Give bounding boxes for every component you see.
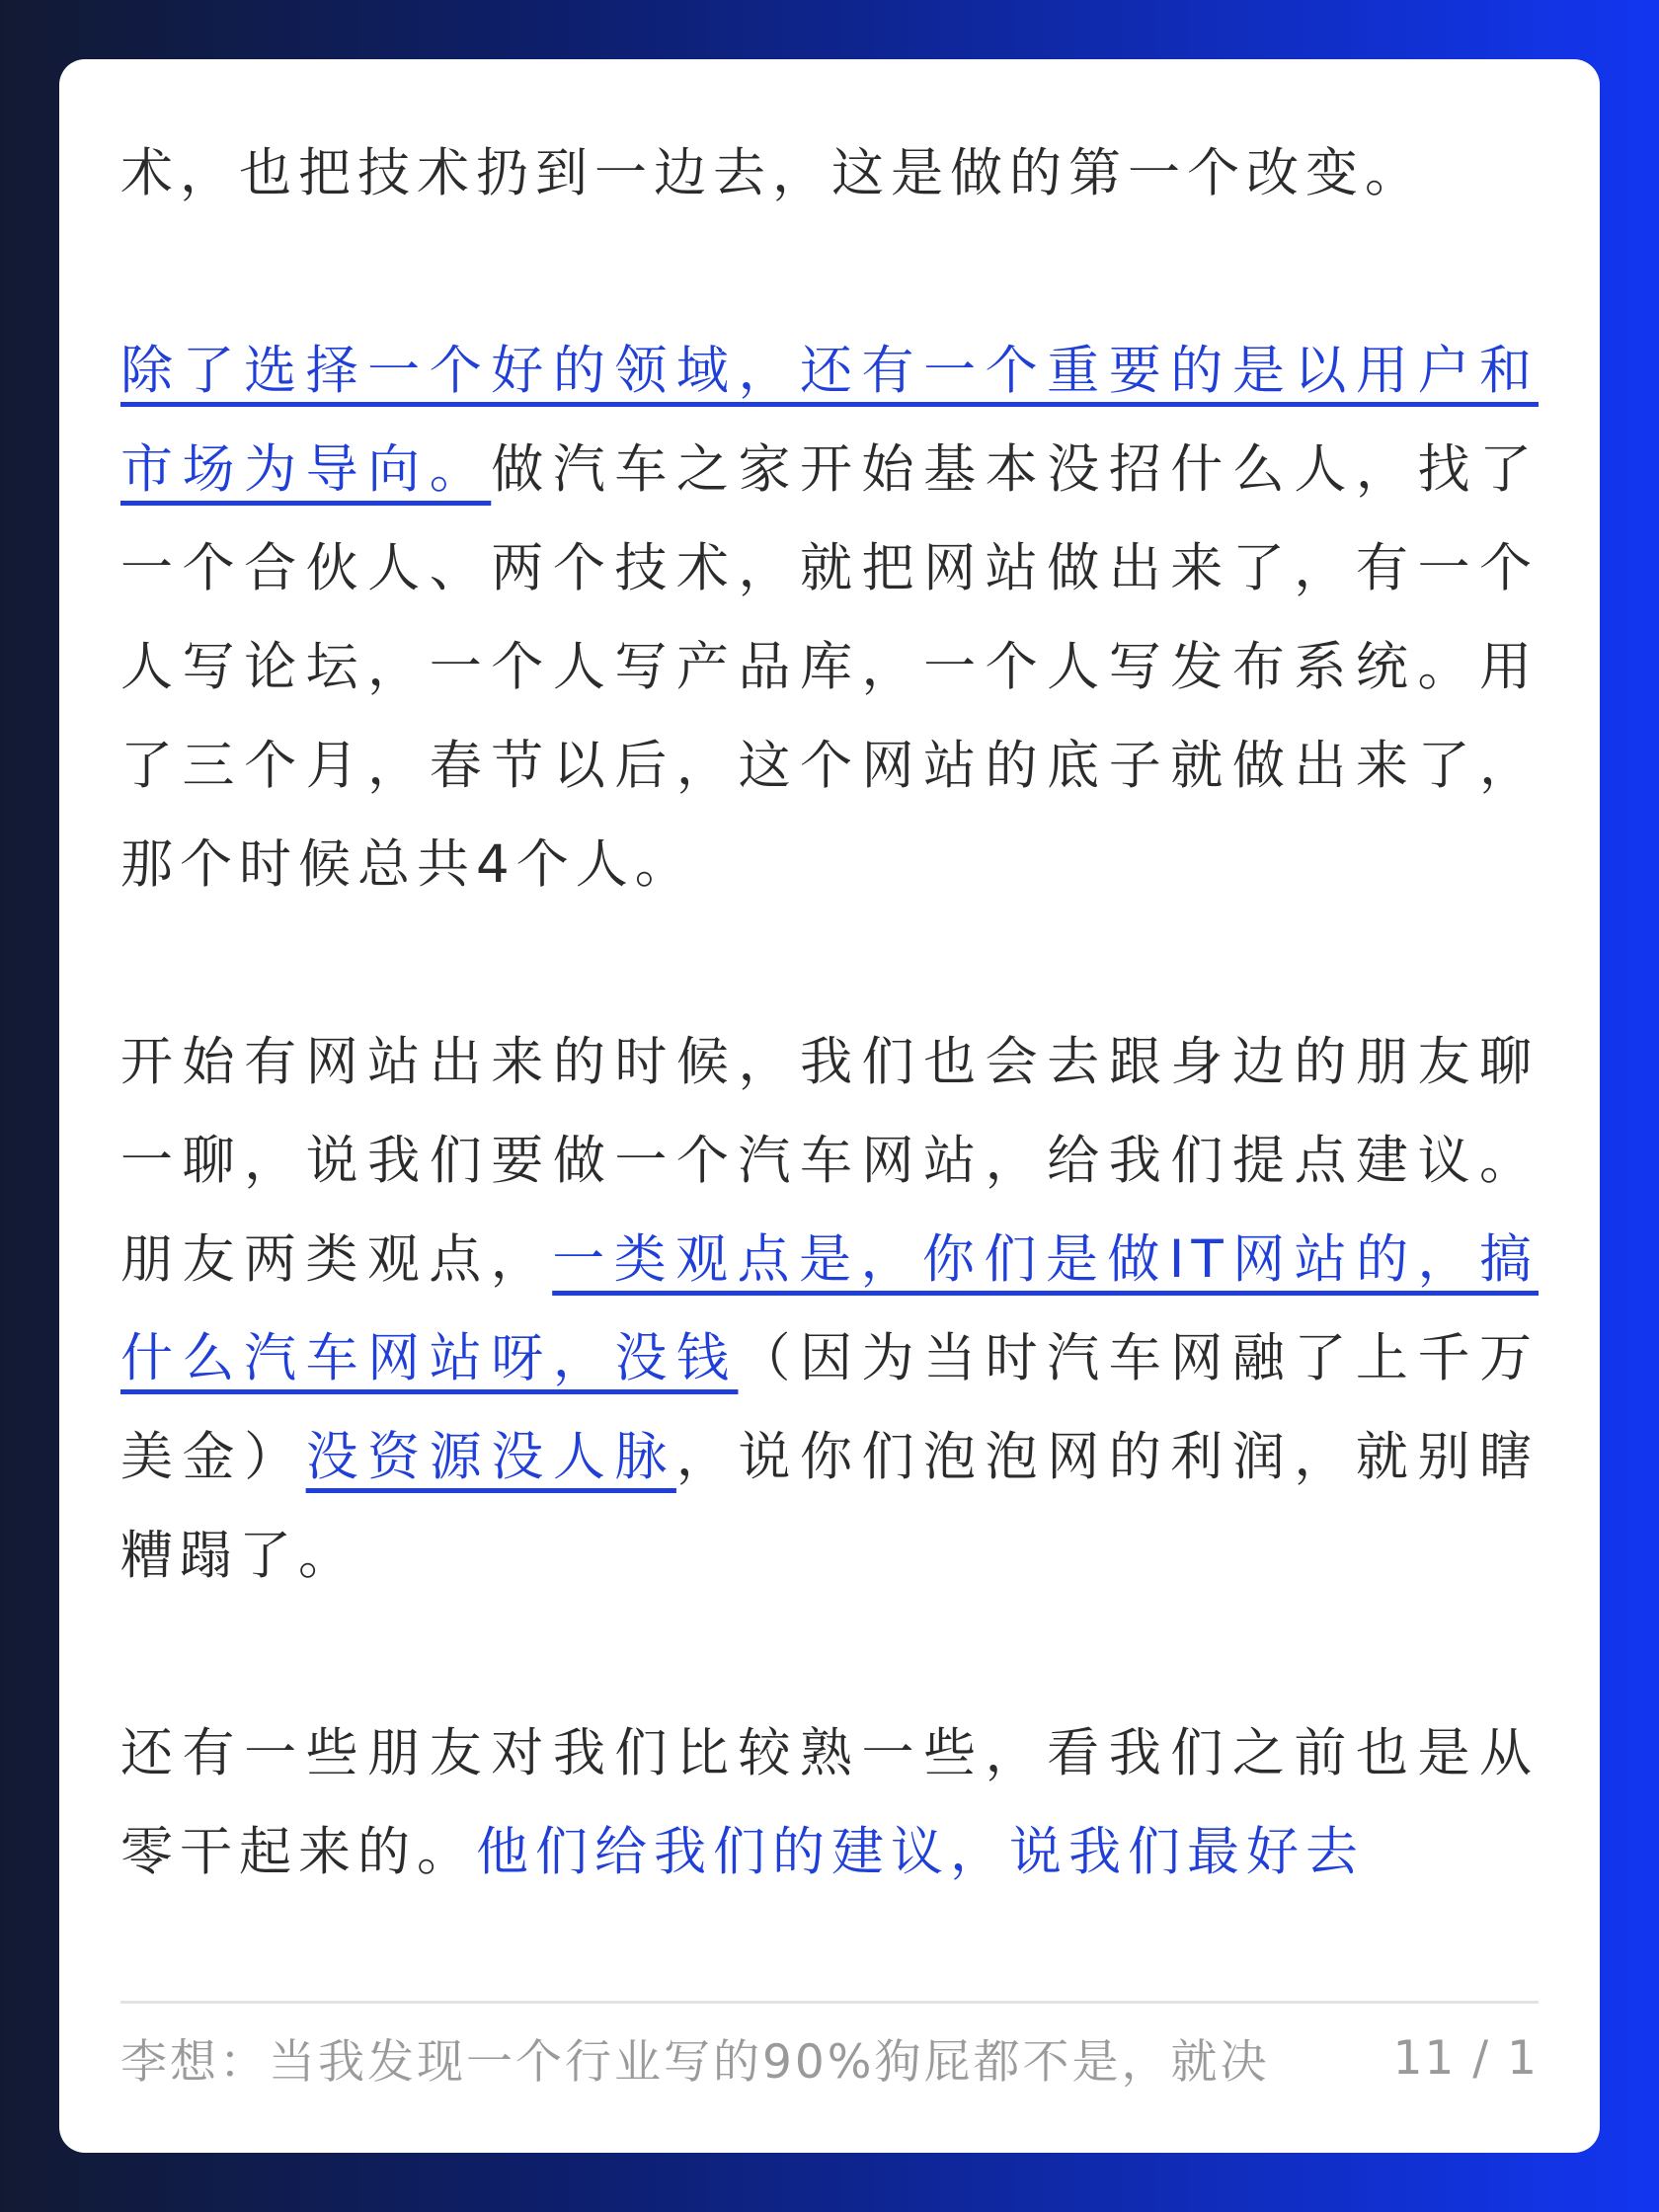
paragraph-gap — [120, 1606, 1539, 1704]
paragraph-1 — [120, 124, 1539, 223]
article-body — [120, 59, 1539, 1995]
paragraph-gap — [120, 914, 1539, 1013]
paragraph-4-text: 还有一些朋友对我们比较熟一些，看我们之前也是从零干起来的。 — [120, 1723, 1539, 1882]
paragraph-4 — [120, 1704, 1539, 1902]
paragraph-3 — [120, 1013, 1539, 1606]
highlight-no-resources: 没资源没人脉 — [305, 1427, 676, 1487]
article-footer — [120, 2001, 1539, 2112]
article-card — [59, 59, 1600, 2153]
paragraph-gap — [120, 223, 1539, 322]
page-indicator: 11 / 1 — [1392, 2030, 1539, 2086]
paragraph-2-text: 做汽车之家开始基本没招什么人，找了一个合伙人、两个技术，就把网站做出来了，有一个人写论坛，一个人写产品库，一个人写发布系统。用了三个月，春节以后，这个网站的底子就做出来了，那个时候总共4个人。 — [120, 439, 1539, 895]
footer-article-title: 李想：当我发现一个行业写的90%狗屁都不是，就决 — [120, 2034, 1270, 2090]
paragraph-3-text-c: ，说你们泡泡网的利润，就别瞎糟蹋了。 — [120, 1427, 1539, 1586]
highlight-it-website-opinion: 一类观点是，你们是做IT网站的，搞什么汽车网站呀，没钱 — [120, 1229, 1539, 1388]
paragraph-2 — [120, 322, 1539, 914]
paragraph-3-text-b: （因为当时汽车网融了上千万美金） — [120, 1328, 1539, 1487]
highlight-user-market-oriented: 除了选择一个好的领域，还有一个重要的是以用户和市场为导向。 — [120, 341, 1539, 500]
paragraph-3-text-a: 开始有网站出来的时候，我们也会去跟身边的朋友聊一聊，说我们要做一个汽车网站，给我们提点建议。朋友两类观点， — [120, 1032, 1539, 1290]
paragraph-1-text: 术，也把技术扔到一边去，这是做的第一个改变。 — [120, 143, 1424, 203]
highlight-friends-advice: 他们给我们的建议，说我们最好去 — [476, 1822, 1365, 1882]
